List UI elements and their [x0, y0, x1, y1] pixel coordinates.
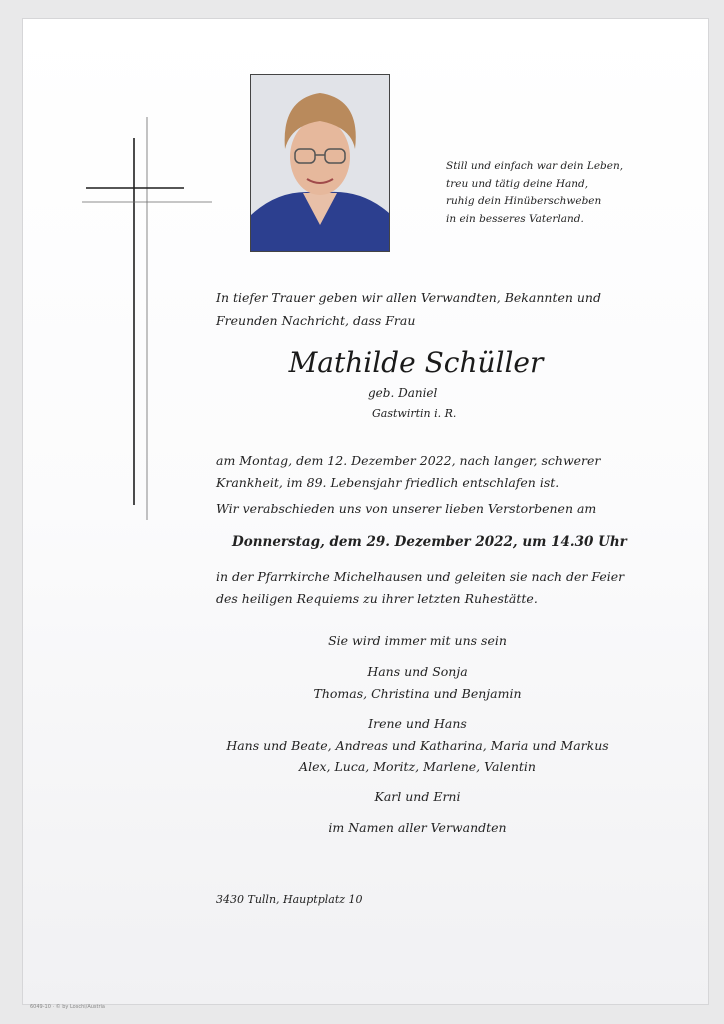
farewell-intro: Wir verabschieden uns von unserer lieben Verstorbenen am [216, 501, 597, 516]
funeral-place-line: in der Pfarrkirche Michelhausen und geleiten sie nach der Feier [216, 569, 625, 584]
intro-paragraph [216, 286, 601, 332]
print-footer: 6049-10 · © by Loschi/Austria [30, 1004, 105, 1010]
mourner-line: Alex, Luca, Moritz, Marlene, Valentin [299, 759, 536, 774]
verse-line: in ein besseres Vaterland. [446, 212, 584, 225]
intro-line: Freunden Nachricht, dass Frau [216, 313, 416, 328]
death-notice-line: am Montag, dem 12. Dezember 2022, nach langer, schwerer [216, 453, 601, 468]
funeral-place [216, 566, 624, 610]
memorial-verse [446, 158, 686, 228]
mourner-line: Karl und Erni [374, 789, 461, 804]
intro-line: In tiefer Trauer geben wir allen Verwandten, Bekannten und [216, 290, 601, 305]
occupation: Gastwirtin i. R. [372, 407, 457, 420]
mourner-line: Thomas, Christina und Benjamin [313, 686, 522, 701]
verse-line: Still und einfach war dein Leben, [446, 160, 624, 172]
death-notice [216, 450, 600, 494]
address: 3430 Tulln, Hauptplatz 10 [216, 893, 363, 906]
closing-line: Sie wird immer mit uns sein [328, 633, 507, 648]
portrait-photo [250, 74, 390, 252]
funeral-place-line: des heiligen Requiems zu ihrer letzten Ruhestätte. [216, 591, 538, 606]
mourner-line: Hans und Sonja [367, 664, 468, 679]
verse-line: ruhig dein Hinüberschweben [446, 195, 602, 207]
mourner-line: Hans und Beate, Andreas und Katharina, Maria und Markus [226, 738, 609, 753]
mourner-line: Irene und Hans [368, 716, 467, 731]
mourner-line: im Namen aller Verwandten [328, 820, 507, 835]
deceased-name: Mathilde Schüller [288, 346, 544, 379]
birth-name: geb. Daniel [368, 386, 438, 400]
verse-line: treu und tätig deine Hand, [446, 177, 589, 190]
death-notice-line: Krankheit, im 89. Lebensjahr friedlich entschlafen ist. [216, 475, 560, 490]
funeral-date: Donnerstag, dem 29. Dezember 2022, um 14.30 Uhr [232, 534, 627, 550]
